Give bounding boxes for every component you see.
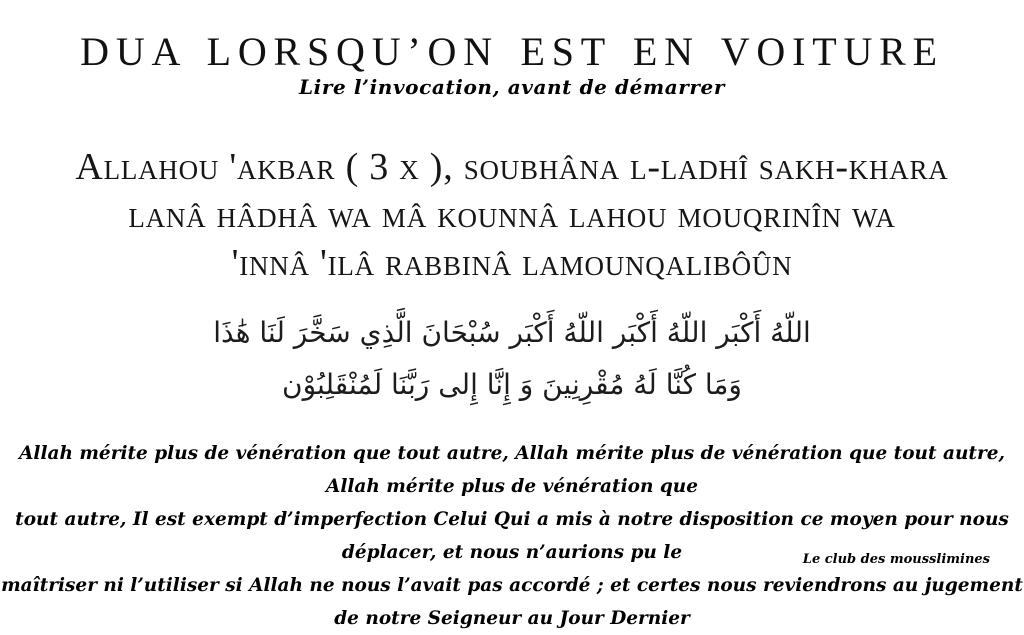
arabic-dua-block — [0, 307, 1024, 411]
arabic-line-1: اللّهُ أَكْبَر اللّهُ أَكْبَر اللّهُ أَكْبَر سُبْحَانَ الَّذِي سَخَّرَ لَنَا هَٰذَا — [213, 316, 811, 349]
translation-line-2: tout autre, Il est exempt d’imperfection Celui Qui a mis à notre disposition ce moyen pour nous déplacer, et nous n’aurions pu le — [15, 509, 1009, 563]
transliteration-block — [0, 143, 1024, 287]
translation-line-1: Allah mérite plus de vénération que tout autre, Allah mérite plus de vénération que tout autre, Allah mérite plus de vénération que — [19, 443, 1005, 497]
arabic-line-2: وَمَا كُنَّا لَهُ مُقْرِنِينَ وَ إِنَّا إِلى رَبَّنَا لَمُنْقَلِبُوْن — [282, 368, 742, 401]
signature-credit: Le club des mousslimines — [802, 552, 990, 567]
translation-line-3: maîtriser ni l’utiliser si Allah ne nous l’avait pas accordé ; et certes nous reviendrons au jugement de notre Seigneur au Jour Dernier — [1, 575, 1023, 629]
transliteration-line-3: 'innâ 'ilâ rabbinâ lamounqalibôûn — [231, 242, 793, 284]
transliteration-line-2: lanâ hâdhâ wa mâ kounnâ lahou mouqrinîn wa — [128, 194, 896, 236]
subtitle-instruction: Lire l’invocation, avant de démarrer — [298, 75, 726, 99]
poster-header — [0, 0, 1024, 99]
transliteration-line-1: Allahou 'akbar ( 3 x ), soubhâna l-ladhî sakh-khara — [75, 146, 949, 188]
page-title: DUA LORSQU’ON EST EN VOITURE — [80, 29, 944, 74]
french-translation-block — [0, 437, 1024, 635]
